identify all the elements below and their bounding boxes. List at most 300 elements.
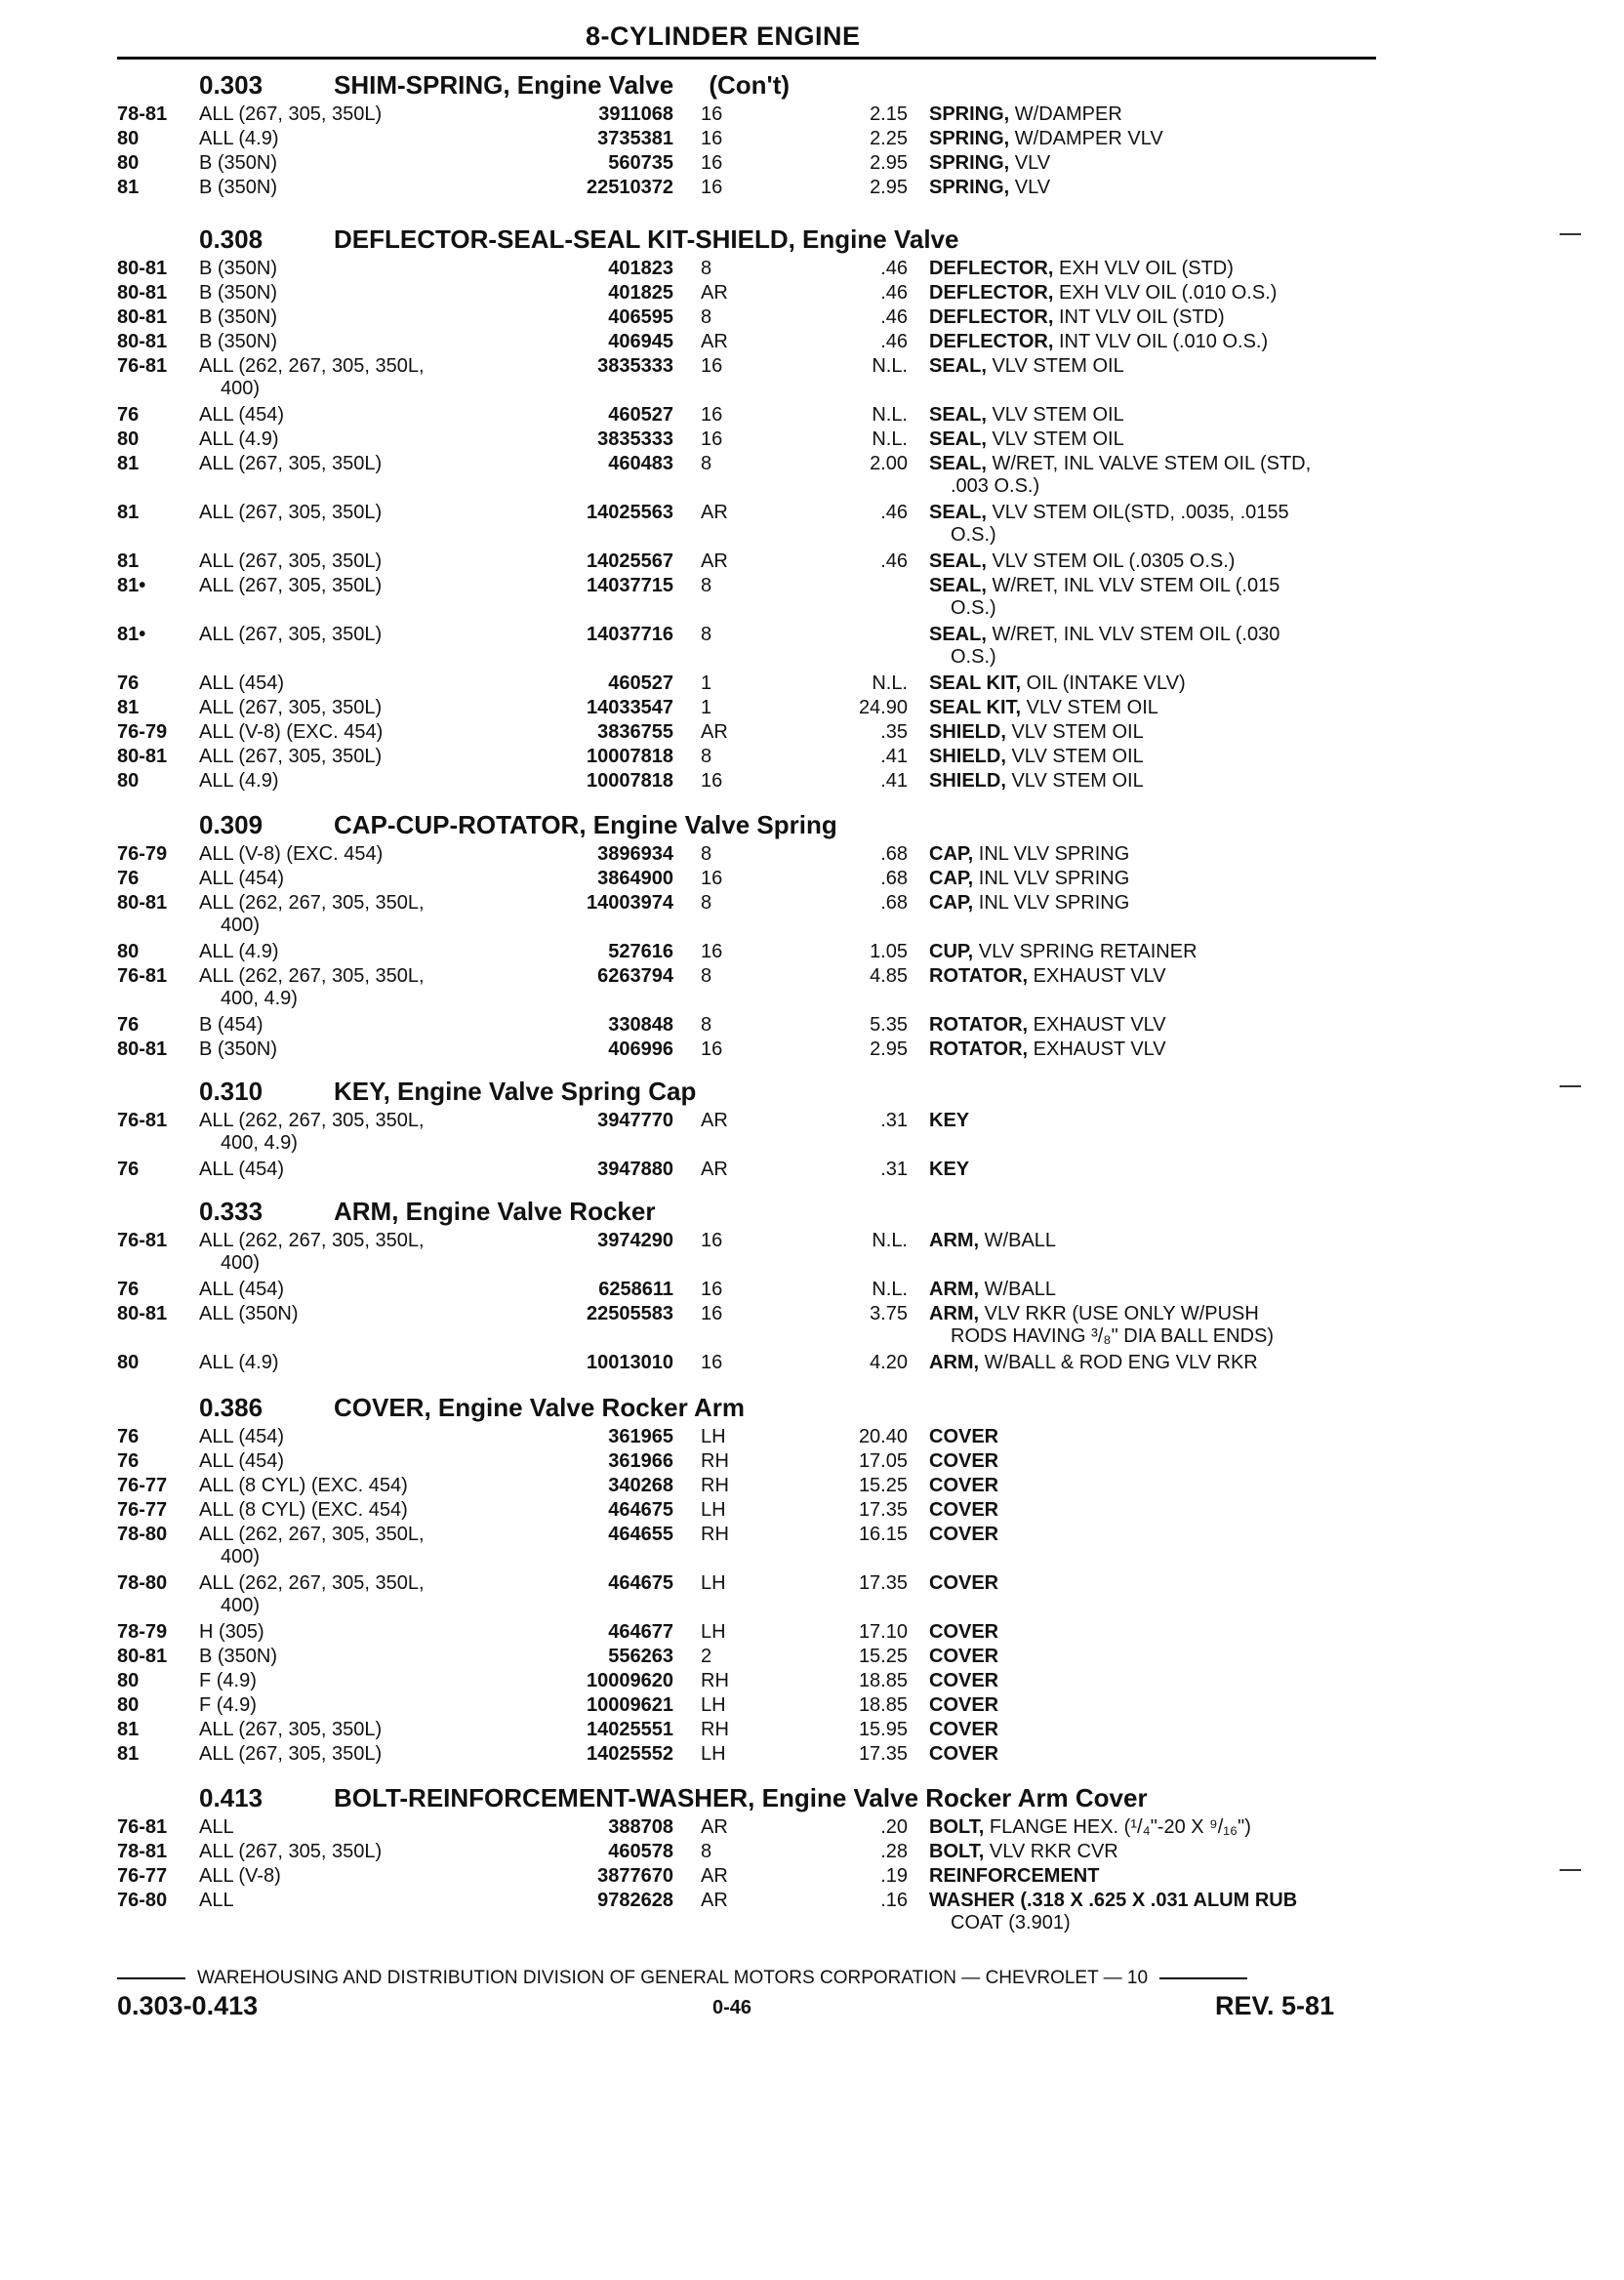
description (929, 1038, 1490, 1061)
price: .41 (880, 770, 908, 792)
quantity: 16 (701, 428, 723, 450)
quantity: 8 (701, 306, 712, 328)
section-number: 0.333 (199, 1197, 264, 1226)
description-text: SHIELD, VLV STEM OIL (929, 770, 1144, 792)
quantity: RH (701, 1524, 729, 1545)
description (929, 282, 1490, 305)
application-text: ALL (454) (199, 672, 285, 694)
table-row (117, 1499, 1405, 1524)
part-number: 14033547 (587, 697, 673, 718)
price: .68 (880, 868, 908, 889)
description-text: COVER (929, 1524, 999, 1545)
price: 2.15 (870, 103, 908, 125)
part-number: 22505583 (587, 1303, 673, 1324)
description (929, 624, 1490, 669)
application-text: ALL (267, 305, 350L) (199, 624, 383, 645)
price: .46 (880, 282, 908, 304)
quantity: LH (701, 1426, 726, 1447)
description (929, 843, 1490, 866)
price: 4.20 (870, 1352, 908, 1373)
part-number: 3947770 (597, 1110, 673, 1131)
application-text: F (4.9) (199, 1670, 257, 1691)
price: .46 (880, 502, 908, 523)
table-row (117, 331, 1405, 355)
quantity: LH (701, 1743, 726, 1765)
footer-division-line (117, 1968, 1376, 1989)
application (199, 1499, 570, 1522)
description-text: CAP, INL VLV SPRING (929, 868, 1130, 889)
application (199, 502, 570, 524)
table-row (117, 1646, 1405, 1670)
price: N.L. (872, 672, 908, 694)
application (199, 1038, 570, 1061)
part-number: 464677 (608, 1621, 673, 1643)
table-row (117, 1159, 1405, 1183)
table-row (117, 1841, 1405, 1865)
description-text: DEFLECTOR, INT VLV OIL (STD) (929, 306, 1225, 328)
price: .46 (880, 306, 908, 328)
section-number: 0.309 (199, 810, 264, 839)
quantity: LH (701, 1572, 726, 1594)
description (929, 128, 1490, 150)
description (929, 868, 1490, 890)
table-row (117, 177, 1405, 201)
model-years: 76-79 (117, 721, 168, 743)
quantity: 16 (701, 1352, 723, 1373)
application-text: ALL (V-8) (EXC. 454) (199, 843, 384, 865)
quantity: 8 (701, 843, 712, 865)
application-text: H (305) (199, 1621, 264, 1643)
part-number: 3835333 (597, 428, 673, 450)
description-text: DEFLECTOR, EXH VLV OIL (.010 O.S.) (929, 282, 1278, 304)
quantity: 16 (701, 404, 723, 426)
application-text: B (350N) (199, 282, 278, 304)
application (199, 1572, 570, 1617)
price: .46 (880, 550, 908, 572)
description (929, 746, 1490, 768)
part-number: 3735381 (597, 128, 673, 149)
section-heading (117, 70, 1405, 103)
quantity: AR (701, 282, 728, 304)
description (929, 177, 1490, 199)
application (199, 1621, 570, 1644)
description-text: CUP, VLV SPRING RETAINER (929, 941, 1198, 962)
quantity: 16 (701, 770, 723, 792)
application-text: ALL (267, 305, 350L) (199, 550, 383, 572)
application-text: B (350N) (199, 177, 278, 198)
part-number: 3911068 (598, 103, 673, 125)
part-number: 464655 (608, 1524, 673, 1545)
application-text: F (4.9) (199, 1694, 257, 1716)
description-text-cont: COAT (3.901) (951, 1912, 1071, 1934)
application (199, 550, 570, 573)
table-row (117, 1743, 1405, 1768)
section-title: DEFLECTOR-SEAL-SEAL KIT-SHIELD, Engine Valve (334, 224, 959, 254)
price: 2.95 (870, 152, 908, 174)
part-number: 560735 (608, 152, 673, 174)
application-text: ALL (267, 305, 350L) (199, 746, 383, 767)
description (929, 1694, 1490, 1717)
application-text: B (350N) (199, 331, 278, 352)
description (929, 1621, 1490, 1644)
application (199, 355, 570, 400)
description-text: ROTATOR, EXHAUST VLV (929, 1038, 1166, 1060)
description-text: KEY (929, 1110, 970, 1131)
description-text: SEAL KIT, VLV STEM OIL (929, 697, 1158, 718)
quantity: 16 (701, 1038, 723, 1060)
section-title: BOLT-REINFORCEMENT-WASHER, Engine Valve Rocker Arm Cover (334, 1783, 1148, 1812)
part-number: 10009621 (587, 1694, 673, 1716)
table-row (117, 868, 1405, 892)
application-text: ALL (4.9) (199, 428, 279, 450)
table-row (117, 892, 1405, 941)
part-number: 527616 (608, 941, 673, 962)
application (199, 1279, 570, 1301)
price: 17.35 (858, 1743, 908, 1765)
application (199, 1694, 570, 1717)
application-text: B (454) (199, 1014, 264, 1036)
price: 1.05 (870, 941, 908, 962)
model-years: 76-81 (117, 1230, 168, 1251)
description (929, 1110, 1490, 1132)
model-years: 81 (117, 453, 140, 474)
application (199, 152, 570, 175)
table-row (117, 502, 1405, 550)
footer-revision: REV. 5-81 (1215, 1991, 1335, 2020)
application (199, 1841, 570, 1863)
price: .46 (880, 258, 908, 279)
table-row (117, 1426, 1405, 1450)
description-text: SPRING, VLV (929, 152, 1051, 174)
quantity: AR (701, 1890, 728, 1911)
description-text-cont: O.S.) (951, 646, 996, 668)
table-row (117, 1279, 1405, 1303)
price: .19 (880, 1865, 908, 1887)
model-years: 78-80 (117, 1524, 168, 1545)
model-years: 80 (117, 428, 140, 450)
model-years: 81 (117, 177, 140, 198)
description (929, 1841, 1490, 1863)
description-text: COVER (929, 1670, 999, 1691)
part-number: 14025563 (587, 502, 673, 523)
application (199, 1426, 570, 1448)
price: .46 (880, 331, 908, 352)
model-years: 76 (117, 404, 140, 426)
quantity: RH (701, 1670, 729, 1691)
quantity: 8 (701, 575, 712, 596)
section-heading (117, 1393, 1405, 1426)
price: .31 (880, 1159, 908, 1180)
description (929, 1524, 1490, 1546)
part-number: 10013010 (587, 1352, 673, 1373)
description (929, 1743, 1490, 1766)
table-row (117, 697, 1405, 721)
table-row (117, 1524, 1405, 1572)
price: .68 (880, 843, 908, 865)
quantity: LH (701, 1621, 726, 1643)
table-row (117, 428, 1405, 453)
footer-page-number: 0-46 (712, 1997, 752, 2018)
table-row (117, 355, 1405, 404)
description-text: CAP, INL VLV SPRING (929, 892, 1130, 914)
price: 17.10 (858, 1621, 908, 1643)
description (929, 1816, 1490, 1839)
part-number: 6258611 (598, 1279, 673, 1300)
model-years: 80 (117, 1352, 140, 1373)
table-row (117, 575, 1405, 624)
price: .16 (880, 1890, 908, 1911)
quantity: 16 (701, 177, 723, 198)
model-years: 80-81 (117, 892, 168, 914)
part-number: 10009620 (587, 1670, 673, 1691)
part-number: 9782628 (597, 1890, 673, 1911)
price: 17.35 (858, 1572, 908, 1594)
section-title: ARM, Engine Valve Rocker (334, 1197, 656, 1226)
price: .20 (880, 1816, 908, 1838)
part-number: 556263 (608, 1646, 673, 1667)
quantity: AR (701, 721, 728, 743)
application-text: ALL (8 CYL) (EXC. 454) (199, 1499, 408, 1521)
quantity: 8 (701, 746, 712, 767)
price: 2.00 (870, 453, 908, 474)
application-text: ALL (454) (199, 1159, 285, 1180)
model-years: 80 (117, 1670, 140, 1691)
part-number: 3864900 (597, 868, 673, 889)
quantity: 1 (701, 697, 712, 718)
part-number: 3947880 (597, 1159, 673, 1180)
quantity: 8 (701, 1841, 712, 1862)
table-row (117, 843, 1405, 868)
description-text: SPRING, VLV (929, 177, 1051, 198)
application (199, 770, 570, 793)
description-text: SEAL KIT, OIL (INTAKE VLV) (929, 672, 1186, 694)
part-number: 14025551 (587, 1719, 673, 1740)
part-number: 406945 (608, 331, 673, 352)
description (929, 103, 1490, 126)
application (199, 1646, 570, 1668)
description (929, 1572, 1490, 1595)
description-text: SHIELD, VLV STEM OIL (929, 721, 1144, 743)
quantity: LH (701, 1499, 726, 1521)
table-row (117, 1110, 1405, 1159)
price: 16.15 (858, 1524, 908, 1545)
application-text: ALL (267, 305, 350L) (199, 1841, 383, 1862)
part-number: 3974290 (597, 1230, 673, 1251)
part-number: 361965 (608, 1426, 673, 1447)
price: 18.85 (858, 1694, 908, 1716)
part-number: 340268 (608, 1475, 673, 1496)
section-title: CAP-CUP-ROTATOR, Engine Valve Spring (334, 810, 837, 839)
price: .41 (880, 746, 908, 767)
price: 15.95 (858, 1719, 908, 1740)
quantity: 8 (701, 624, 712, 645)
description-text: COVER (929, 1743, 999, 1765)
description (929, 1279, 1490, 1301)
margin-mark (1560, 1085, 1581, 1087)
part-number: 14003974 (587, 892, 673, 914)
table-row (117, 1303, 1405, 1352)
description-text: COVER (929, 1646, 999, 1667)
description (929, 152, 1490, 175)
footer-left-rule (117, 1977, 185, 1979)
section-0-309 (117, 810, 1405, 1063)
description (929, 1499, 1490, 1522)
price: .35 (880, 721, 908, 743)
description-text: SPRING, W/DAMPER VLV (929, 128, 1163, 149)
description (929, 306, 1490, 329)
application (199, 1719, 570, 1741)
description-text: ARM, W/BALL (929, 1230, 1057, 1251)
price: 4.85 (870, 965, 908, 987)
quantity: 16 (701, 152, 723, 174)
description-text: COVER (929, 1499, 999, 1521)
part-number: 406996 (608, 1038, 673, 1060)
model-years: 80 (117, 128, 140, 149)
footer-division: WAREHOUSING AND DISTRIBUTION DIVISION OF GENERAL MOTORS CORPORATION — CHEVROLET — 10 (197, 1968, 1149, 1988)
description (929, 1303, 1490, 1348)
application (199, 721, 570, 744)
application-text: B (350N) (199, 306, 278, 328)
model-years: 81 (117, 502, 140, 523)
description (929, 1719, 1490, 1741)
quantity: RH (701, 1719, 729, 1740)
application-text: ALL (267, 305, 350L) (199, 697, 383, 718)
price: 17.35 (858, 1499, 908, 1521)
description (929, 331, 1490, 353)
model-years: 76-81 (117, 965, 168, 987)
price: 2.95 (870, 1038, 908, 1060)
quantity: 16 (701, 1303, 723, 1324)
description (929, 502, 1490, 547)
section-number: 0.310 (199, 1077, 264, 1106)
description-text: SEAL, VLV STEM OIL (929, 404, 1124, 426)
application-text: ALL (262, 267, 305, 350L, (199, 965, 425, 987)
table-row (117, 941, 1405, 965)
model-years: 80 (117, 770, 140, 792)
description (929, 1646, 1490, 1668)
application-text: ALL (454) (199, 404, 285, 426)
description-text-cont: O.S.) (951, 597, 996, 619)
table-row (117, 1694, 1405, 1719)
section-0-386 (117, 1393, 1405, 1768)
table-row (117, 1572, 1405, 1621)
application (199, 453, 570, 475)
application-text: ALL (262, 267, 305, 350L, (199, 1524, 425, 1545)
description-text: REINFORCEMENT (929, 1865, 1100, 1887)
model-years: 81 (117, 1719, 140, 1740)
price: N.L. (872, 1230, 908, 1251)
application-text-cont: 400) (221, 1595, 261, 1616)
application (199, 1352, 570, 1374)
description (929, 697, 1490, 719)
section-0-413 (117, 1783, 1405, 1938)
description (929, 258, 1490, 280)
model-years: 76 (117, 1159, 140, 1180)
description (929, 672, 1490, 695)
model-years: 76-77 (117, 1475, 168, 1496)
description (929, 1230, 1490, 1252)
application (199, 1014, 570, 1037)
model-years: 76 (117, 672, 140, 694)
model-years: 80 (117, 1694, 140, 1716)
description-text: COVER (929, 1426, 999, 1447)
part-number: 460527 (608, 672, 673, 694)
description-text: ARM, W/BALL (929, 1279, 1057, 1300)
application-text: B (350N) (199, 1646, 278, 1667)
description-text: SEAL, W/RET, INL VLV STEM OIL (.030 (929, 624, 1280, 645)
part-number: 406595 (608, 306, 673, 328)
application (199, 672, 570, 695)
model-years: 81 (117, 550, 140, 572)
section-heading (117, 1077, 1405, 1110)
section-number: 0.303 (199, 70, 264, 100)
application (199, 843, 570, 866)
model-years: 80-81 (117, 306, 168, 328)
application (199, 1159, 570, 1181)
application-text: ALL (267, 305, 350L) (199, 1719, 383, 1740)
table-row (117, 404, 1405, 428)
margin-mark (1560, 233, 1581, 235)
application (199, 746, 570, 768)
application-text: ALL (8 CYL) (EXC. 454) (199, 1475, 408, 1496)
application (199, 1890, 570, 1912)
application (199, 428, 570, 451)
application (199, 892, 570, 937)
application (199, 1110, 570, 1155)
application (199, 1303, 570, 1325)
table-row (117, 306, 1405, 331)
table-row (117, 550, 1405, 575)
application-text: ALL (199, 1816, 234, 1838)
model-years: 76-81 (117, 355, 168, 377)
quantity: 8 (701, 965, 712, 987)
price: 2.25 (870, 128, 908, 149)
application-text: ALL (262, 267, 305, 350L, (199, 892, 425, 914)
quantity: AR (701, 550, 728, 572)
model-years: 76 (117, 1014, 140, 1036)
quantity: AR (701, 502, 728, 523)
application-text-cont: 400) (221, 378, 261, 399)
application-text: B (350N) (199, 152, 278, 174)
description-text: SEAL, VLV STEM OIL (929, 355, 1124, 377)
description-text: COVER (929, 1719, 999, 1740)
price: N.L. (872, 1279, 908, 1300)
model-years: 81 (117, 1743, 140, 1765)
description-text: DEFLECTOR, INT VLV OIL (.010 O.S.) (929, 331, 1269, 352)
application-text: ALL (350N) (199, 1303, 299, 1324)
description (929, 892, 1490, 915)
table-row (117, 453, 1405, 502)
description (929, 1475, 1490, 1497)
description (929, 1426, 1490, 1448)
description-text: BOLT, VLV RKR CVR (929, 1841, 1118, 1862)
description-text: BOLT, FLANGE HEX. (¹/₄"-20 X ⁹/₁₆") (929, 1816, 1251, 1838)
application (199, 697, 570, 719)
model-years: 76 (117, 868, 140, 889)
part-number: 10007818 (587, 746, 673, 767)
table-row (117, 1890, 1405, 1938)
description-text: SEAL, W/RET, INL VALVE STEM OIL (STD, (929, 453, 1312, 474)
table-row (117, 1014, 1405, 1038)
part-number: 6263794 (597, 965, 673, 987)
application (199, 331, 570, 353)
description-text: KEY (929, 1159, 970, 1180)
description (929, 355, 1490, 378)
application-text: ALL (262, 267, 305, 350L, (199, 355, 425, 377)
description-text: WASHER (.318 X .625 X .031 ALUM RUB (929, 1890, 1298, 1911)
price: 2.95 (870, 177, 908, 198)
quantity: RH (701, 1450, 729, 1472)
